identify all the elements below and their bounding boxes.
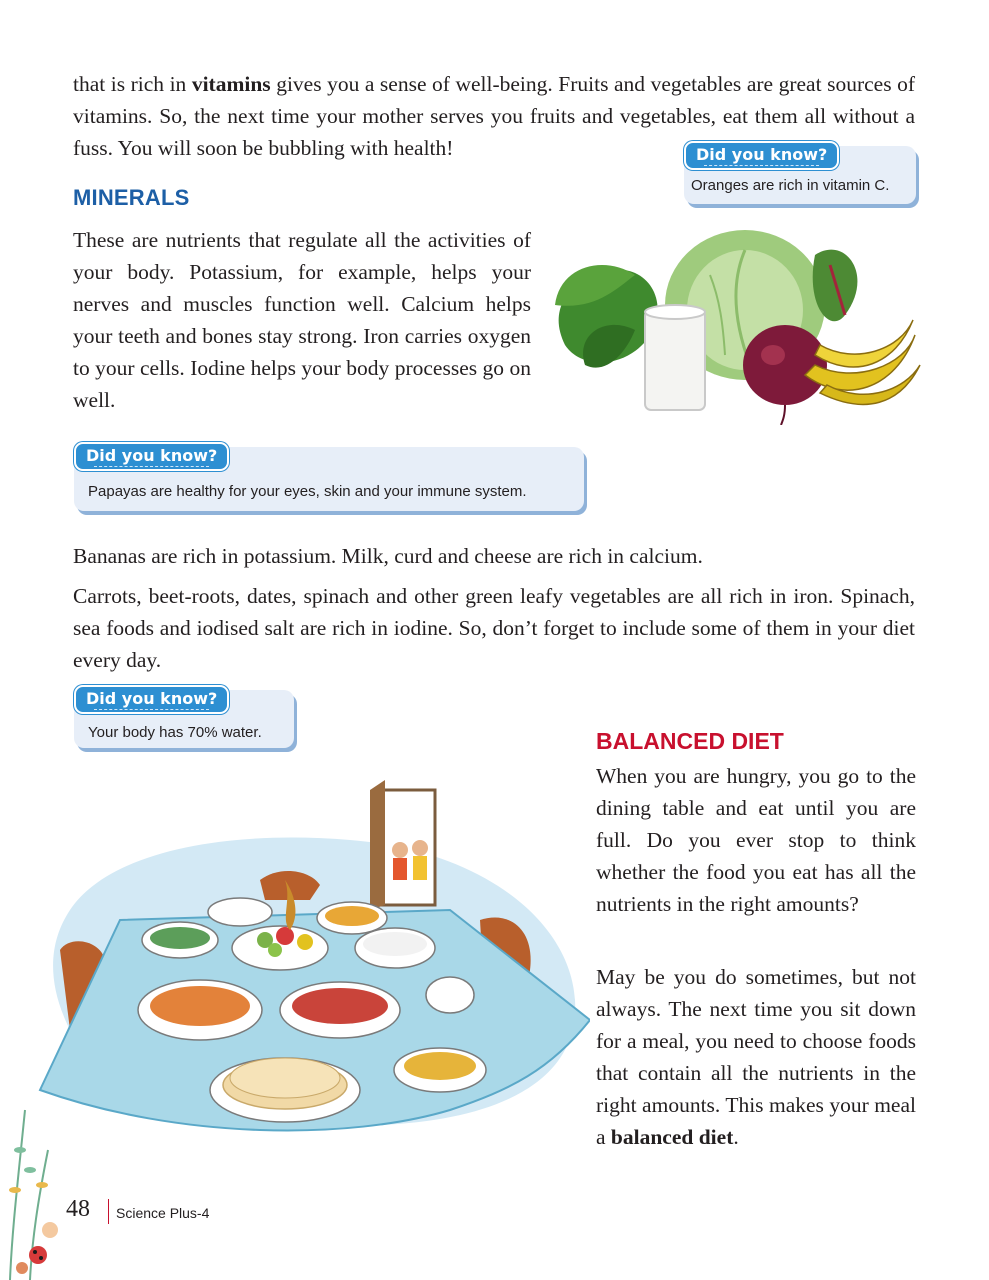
dyk-papayas-text: Papayas are healthy for your eyes, skin and your immune system. <box>88 483 527 500</box>
page-number: 48 <box>66 1196 90 1222</box>
balanced-diet-paragraph-2 <box>596 961 916 1153</box>
iron-iodine-paragraph: Carrots, beet-roots, dates, spinach and other green leafy vegetables are all rich in iron. Spinach, sea foods and iodised salt are rich in iodine. So, don’t forget to include some of them in your diet every day. <box>73 584 915 672</box>
balanced-diet-paragraph-1: When you are hungry, you go to the dining table and eat until you are full. Do you ever stop to think whether the food you eat has all the nutrients in the right amounts? <box>596 764 916 916</box>
did-you-know-tag: Did you know? <box>74 685 229 714</box>
intro-bold-vitamins: vitamins <box>191 72 271 96</box>
dyk-oranges-text: Oranges are rich in vitamin C. <box>691 177 890 194</box>
balanced-para2-after: . <box>733 1125 739 1149</box>
intro-text-after: gives you a sense of well-being. Fruits and vegetables are great sources of vitamins. So, the next time your mother serves you fruits and vegetables, eat them all without a fuss. You will soon be bubbling with health! <box>73 72 915 160</box>
did-you-know-tag: Did you know? <box>74 442 229 471</box>
bananas-paragraph: Bananas are rich in potassium. Milk, curd and cheese are rich in calcium. <box>73 544 703 568</box>
did-you-know-tag: Did you know? <box>684 141 839 170</box>
book-title: Science Plus-4 <box>116 1205 210 1221</box>
footer-separator <box>108 1199 109 1224</box>
minerals-heading: MINERALS <box>73 185 190 210</box>
balanced-diet-bold: balanced diet <box>610 1125 734 1149</box>
mineral-foods-illustration <box>545 215 925 425</box>
dining-table-illustration <box>30 770 590 1150</box>
minerals-paragraph: These are nutrients that regulate all the activities of your body. Potassium, for example, helps your nerves and muscles function well. Calcium helps your teeth and bones stay strong. Iron carries oxygen to your cells. Iodine helps your body processes go on well. <box>73 228 531 412</box>
balanced-para2-before: May be you do sometimes, but not always. The next time you sit down for a meal, you need to choose foods that contain all the nutrients in the right amounts. This makes your meal a <box>596 965 916 1149</box>
dyk-water-text: Your body has 70% water. <box>88 724 262 741</box>
decorative-flowers <box>0 1090 70 1280</box>
intro-text-before: that is rich in <box>73 72 192 96</box>
balanced-diet-heading: BALANCED DIET <box>596 728 784 754</box>
